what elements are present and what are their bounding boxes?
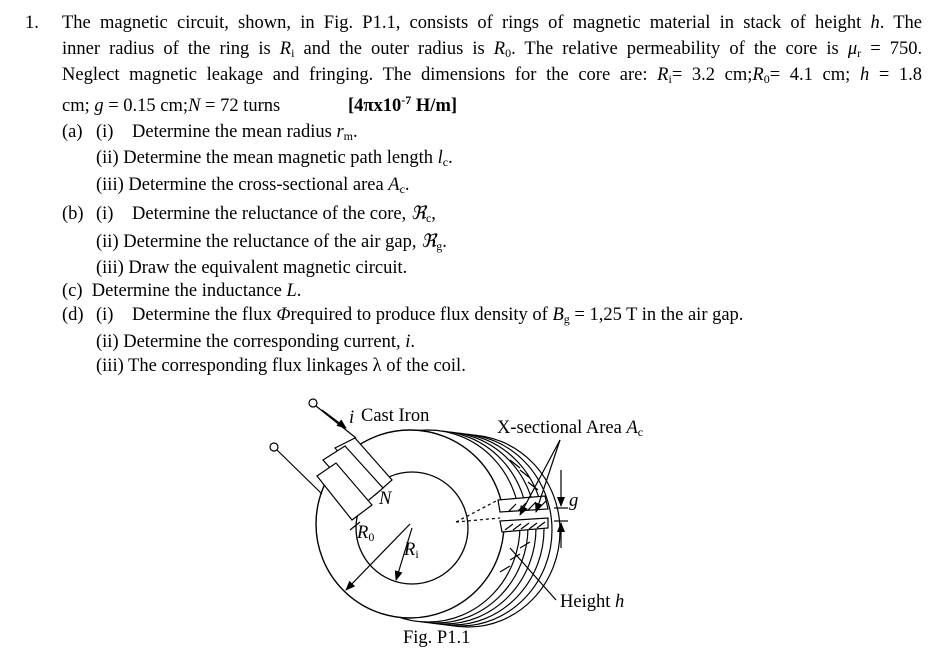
question-a1: Determine the mean radius $r_m$. <box>132 122 358 143</box>
problem-line-1: The magnetic circuit, shown, in Fig. P1.1, consists of rings of magnetic material in stack of height h. The <box>62 13 923 33</box>
question-d-label: (d) <box>62 305 84 325</box>
question-a2: (ii) Determine the mean magnetic path length $l_c$. <box>96 148 453 169</box>
question-c: (c) Determine the inductance L. <box>62 281 302 301</box>
current-label: i <box>349 408 355 428</box>
problem-line-3: Neglect magnetic leakage and fringing. The dimensions for the core are: $R_i= 3.2$ $cm;R_0= 4.1$ cm; h = 1.8 <box>62 65 923 86</box>
current-arrow <box>322 410 346 428</box>
problem-line-4: cm; g = 0.15 cm;N = 72 turns <box>62 96 281 116</box>
question-a1-label: (i) <box>96 122 114 142</box>
height-label: Height h <box>560 592 625 612</box>
question-b2: (ii) Determine the reluctance of the air gap, ℜ$_g$. <box>96 232 447 253</box>
question-b-label: (b) <box>62 204 84 224</box>
mu0-constant: [$4\pi x10^{-7}$ H/m] <box>348 93 458 116</box>
question-d1: Determine the flux Φrequired to produce flux density of $B_g = 1,25$ T in the air gap. <box>132 305 744 326</box>
question-d1-label: (i) <box>96 305 114 325</box>
material-label: Cast Iron <box>361 406 430 426</box>
question-b1-label: (i) <box>96 204 114 224</box>
problem-line-2: inner radius of the ring is $R_i$ and the outer radius is $R_0$. The relative permeability of the core is $\mu_r = 750$. <box>62 39 923 60</box>
terminal <box>309 399 317 407</box>
problem-number: 1. <box>25 13 39 33</box>
question-b3: (iii) Draw the equivalent magnetic circuit. <box>96 258 408 278</box>
r0-label: $R_0$ <box>357 523 375 544</box>
question-a3: (iii) Determine the cross-sectional area $A_c$. <box>96 175 410 196</box>
terminal <box>270 443 278 451</box>
gap-label: g <box>569 491 579 511</box>
figure-caption: Fig. P1.1 <box>403 628 471 648</box>
turns-label: N <box>379 489 392 509</box>
question-d2: (ii) Determine the corresponding current, i. <box>96 332 416 352</box>
area-label: X-sectional Area $A_c$ <box>497 418 644 439</box>
lead-wire <box>277 450 322 494</box>
question-d3: (iii) The corresponding flux linkages λ of the coil. <box>96 356 466 376</box>
question-a-label: (a) <box>62 122 83 142</box>
ri-label: $R_i$ <box>404 540 419 561</box>
question-b1: Determine the reluctance of the core, ℜ$_c$, <box>132 204 436 225</box>
